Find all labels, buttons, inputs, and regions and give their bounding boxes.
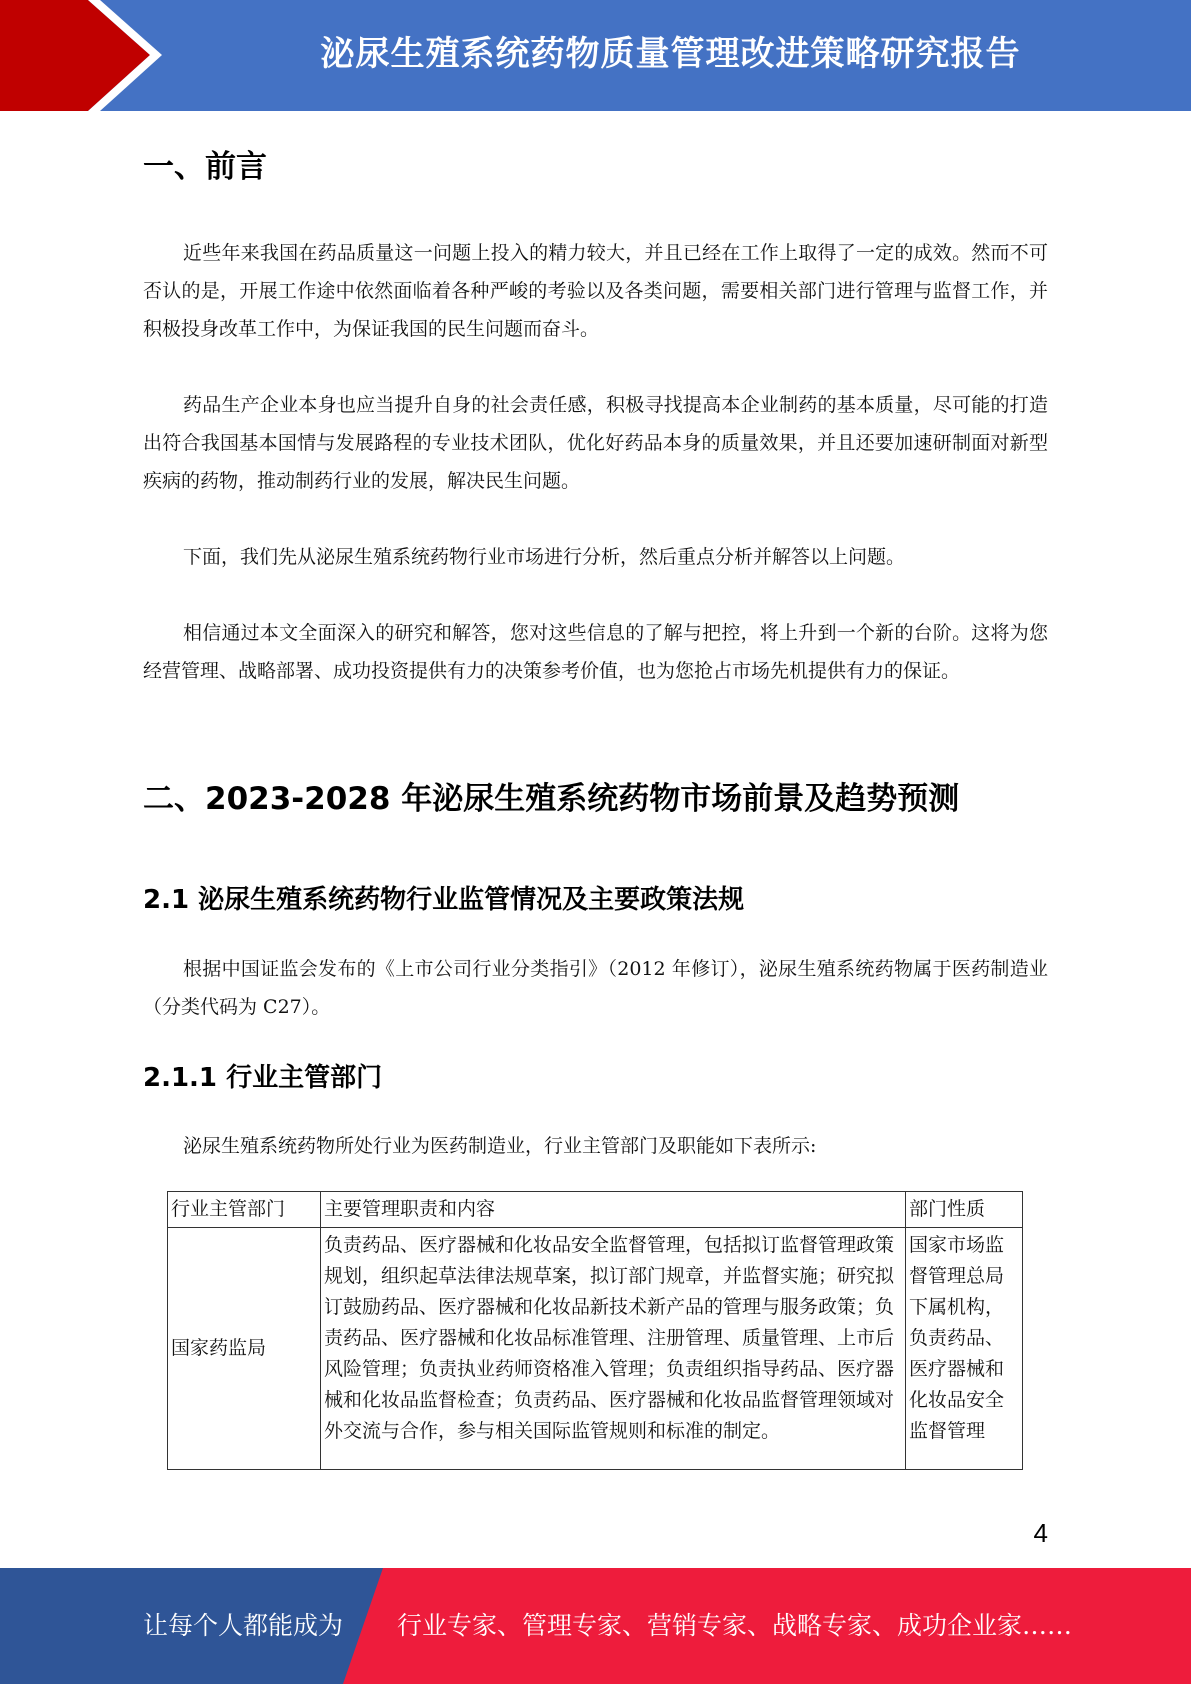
authority-table — [167, 1191, 1023, 1470]
preface-paragraph-2: 药品生产企业本身也应当提升自身的社会责任感，积极寻找提高本企业制药的基本质量，尽可能的打造出符合我国基本国情与发展路程的专业技术团队，优化好药品本身的质量效果，并且还要加速研制面对新型疾病的药物，推动制药行业的发展，解决民生问题。 — [143, 394, 1048, 492]
footer-slogan-left: 让每个人都能成为 — [143, 1611, 344, 1640]
footer-slogan-right: 行业专家、管理专家、营销专家、战略专家、成功企业家…… — [397, 1611, 1073, 1640]
section-heading-market-outlook: 二、2023-2028 年泌尿生殖系统药物市场前景及趋势预测 — [143, 781, 960, 817]
section-heading-preface: 一、前言 — [143, 149, 267, 185]
table-header-row — [168, 1192, 1023, 1228]
table-row — [168, 1228, 1023, 1470]
footer-banner — [0, 1568, 1191, 1684]
table-cell-dept: 国家药监局 — [168, 1228, 321, 1470]
table-header-cell: 行业主管部门 — [168, 1192, 321, 1228]
authority-paragraph: 泌尿生殖系统药物所处行业为医药制造业，行业主管部门及职能如下表所示: — [183, 1135, 817, 1157]
page-number: 4 — [1033, 1518, 1048, 1548]
regulation-paragraph: 根据中国证监会发布的《上市公司行业分类指引》（2012 年修订），泌尿生殖系统药物属于医药制造业（分类代码为 C27）。 — [143, 958, 1048, 1018]
page-break-mask — [160, 1498, 1030, 1518]
preface-paragraph-3: 下面，我们先从泌尿生殖系统药物行业市场进行分析，然后重点分析并解答以上问题。 — [183, 546, 906, 568]
preface-paragraph-1: 近些年来我国在药品质量这一问题上投入的精力较大，并且已经在工作上取得了一定的成效。然而不可否认的是，开展工作途中依然面临着各种严峻的考验以及各类问题，需要相关部门进行管理与监督工作，并积极投身改革工作中，为保证我国的民生问题而奋斗。 — [143, 242, 1048, 340]
report-title: 泌尿生殖系统药物质量管理改进策略研究报告 — [320, 34, 1021, 74]
table-header-cell: 主要管理职责和内容 — [321, 1192, 906, 1228]
subsection-heading-regulation: 2.1 泌尿生殖系统药物行业监管情况及主要政策法规 — [143, 885, 745, 915]
table-cell-duties: 负责药品、医疗器械和化妆品安全监督管理，包括拟订监督管理政策规划，组织起草法律法规草案，拟订部门规章，并监督实施；研究拟订鼓励药品、医疗器械和化妆品新技术新产品的管理与服务政策；负责药品、医疗器械和化妆品标准管理、注册管理、质量管理、上市后风险管理；负责执业药师资格准入管理；负责组织指导药品、医疗器械和化妆品监督检查；负责药品、医疗器械和化妆品监督管理领域对外交流与合作，参与相关国际监管规则和标准的制定。 — [321, 1228, 906, 1470]
preface-paragraph-4: 相信通过本文全面深入的研究和解答，您对这些信息的了解与把控，将上升到一个新的台阶。这将为您经营管理、战略部署、成功投资提供有力的决策参考价值，也为您抢占市场先机提供有力的保证。 — [143, 622, 1048, 682]
table-header-cell: 部门性质 — [906, 1192, 1023, 1228]
table-cell-nature: 国家市场监督管理总局下属机构，负责药品、医疗器械和化妆品安全监督管理 — [906, 1228, 1023, 1470]
header-banner — [0, 0, 1191, 111]
subsection-heading-authority: 2.1.1 行业主管部门 — [143, 1063, 383, 1093]
